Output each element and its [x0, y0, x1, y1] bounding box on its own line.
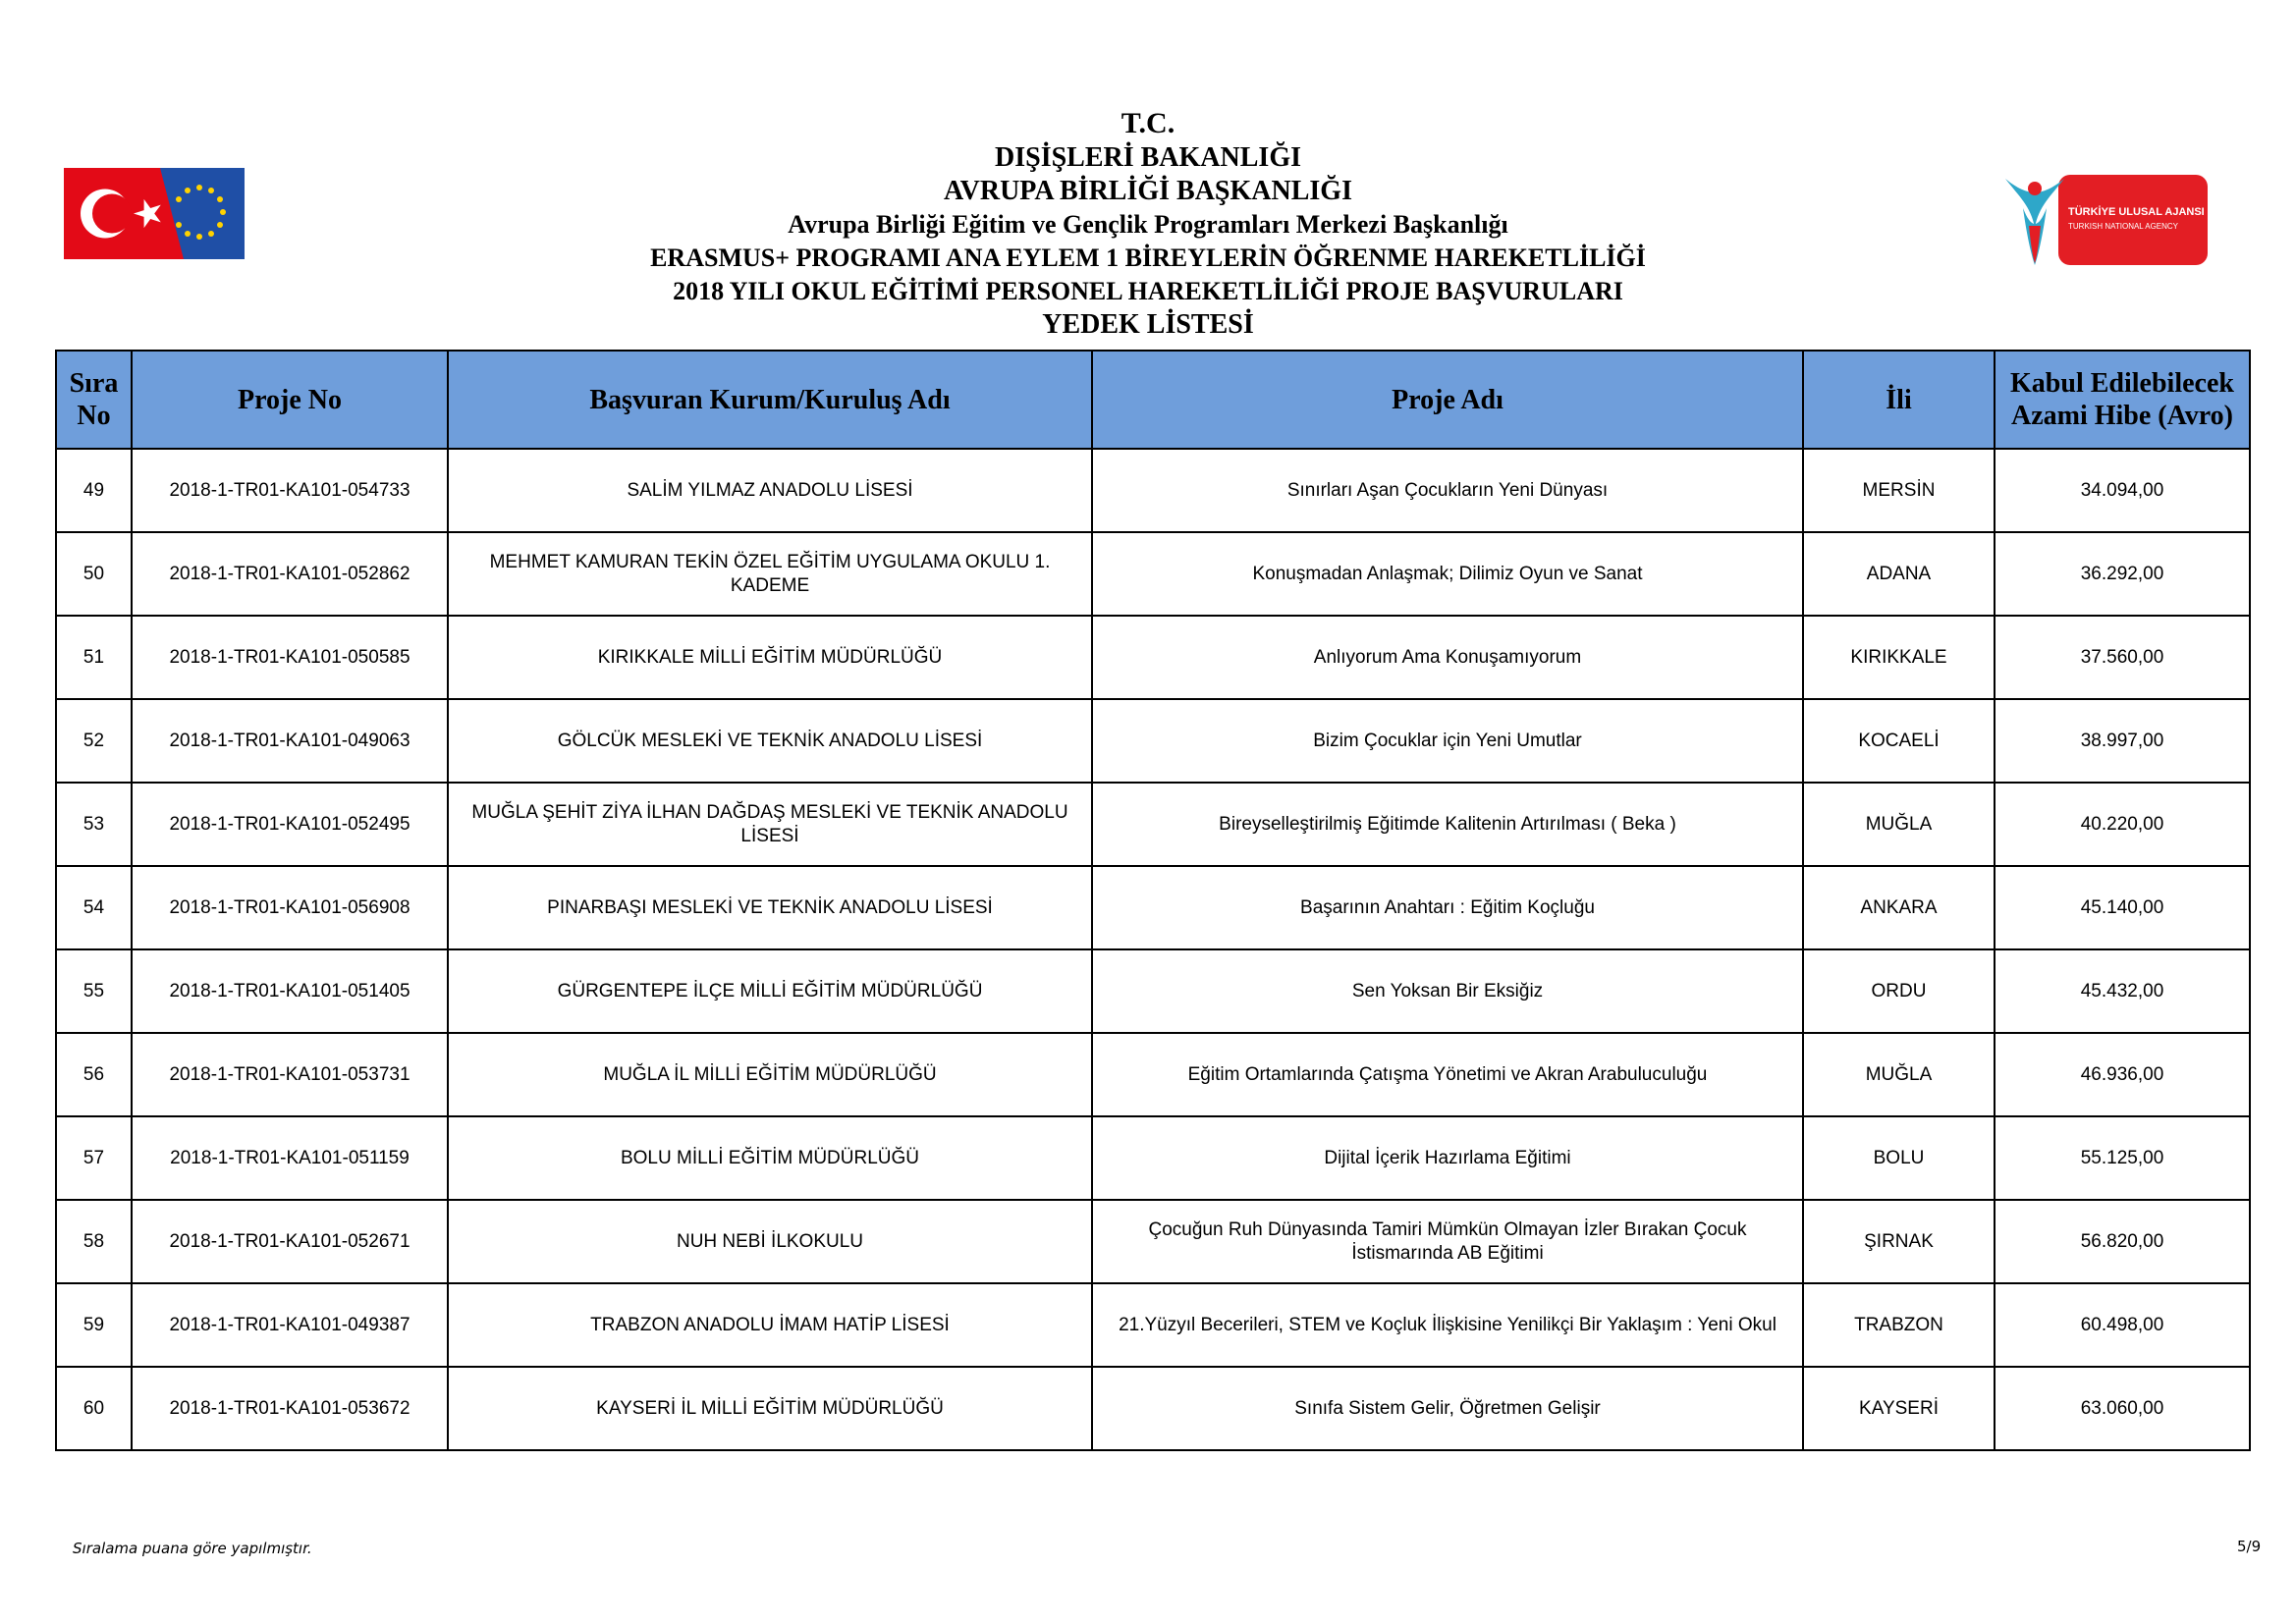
cell-kurum: MUĞLA İL MİLLİ EĞİTİM MÜDÜRLÜĞÜ	[448, 1033, 1092, 1116]
cell-hibe: 38.997,00	[1995, 699, 2250, 783]
cell-ili: KAYSERİ	[1803, 1367, 1995, 1450]
table-row	[56, 949, 2250, 1033]
cell-sira: 58	[56, 1200, 132, 1283]
cell-ili: TRABZON	[1803, 1283, 1995, 1367]
header-programme: ERASMUS+ PROGRAMI ANA EYLEM 1 BİREYLERİN ÖĞRENME HAREKETLİLİĞİ	[650, 244, 1646, 272]
tr-eu-flag-logo	[64, 168, 245, 259]
cell-proje-adi: Sınıfa Sistem Gelir, Öğretmen Gelişir	[1092, 1367, 1803, 1450]
cell-kurum: GÜRGENTEPE İLÇE MİLLİ EĞİTİM MÜDÜRLÜĞÜ	[448, 949, 1092, 1033]
table-row	[56, 616, 2250, 699]
table-row	[56, 1283, 2250, 1367]
cell-sira: 51	[56, 616, 132, 699]
header-center: Avrupa Birliği Eğitim ve Gençlik Programları Merkezi Başkanlığı	[788, 210, 1508, 239]
cell-kurum: KIRIKKALE MİLLİ EĞİTİM MÜDÜRLÜĞÜ	[448, 616, 1092, 699]
cell-proje-adi: Başarının Anahtarı : Eğitim Koçluğu	[1092, 866, 1803, 949]
cell-proje-no: 2018-1-TR01-KA101-053672	[132, 1367, 448, 1450]
header-eu-presidency: AVRUPA BİRLİĞİ BAŞKANLIĞI	[944, 176, 1352, 206]
cell-sira: 53	[56, 783, 132, 866]
cell-kurum: PINARBAŞI MESLEKİ VE TEKNİK ANADOLU LİSESİ	[448, 866, 1092, 949]
table-row	[56, 1033, 2250, 1116]
cell-ili: KIRIKKALE	[1803, 616, 1995, 699]
cell-kurum: MEHMET KAMURAN TEKİN ÖZEL EĞİTİM UYGULAMA OKULU 1. KADEME	[448, 532, 1092, 616]
cell-kurum: NUH NEBİ İLKOKULU	[448, 1200, 1092, 1283]
cell-proje-no: 2018-1-TR01-KA101-054733	[132, 449, 448, 532]
national-agency-logo	[2001, 167, 2208, 269]
cell-sira: 49	[56, 449, 132, 532]
cell-kurum: BOLU MİLLİ EĞİTİM MÜDÜRLÜĞÜ	[448, 1116, 1092, 1200]
cell-sira: 52	[56, 699, 132, 783]
cell-sira: 55	[56, 949, 132, 1033]
cell-ili: ADANA	[1803, 532, 1995, 616]
cell-proje-adi: 21.Yüzyıl Becerileri, STEM ve Koçluk İlişkisine Yenilikçi Bir Yaklaşım : Yeni Okul	[1092, 1283, 1803, 1367]
cell-proje-adi: Anlıyorum Ama Konuşamıyorum	[1092, 616, 1803, 699]
cell-hibe: 45.140,00	[1995, 866, 2250, 949]
cell-hibe: 36.292,00	[1995, 532, 2250, 616]
cell-proje-no: 2018-1-TR01-KA101-052495	[132, 783, 448, 866]
national-agency-emblem	[2001, 167, 2208, 269]
cell-proje-adi: Konuşmadan Anlaşmak; Dilimiz Oyun ve Sanat	[1092, 532, 1803, 616]
cell-ili: KOCAELİ	[1803, 699, 1995, 783]
header-list-title: YEDEK LİSTESİ	[1042, 309, 1254, 340]
header-ministry: DIŞİŞLERİ BAKANLIĞI	[995, 142, 1301, 173]
cell-sira: 50	[56, 532, 132, 616]
cell-hibe: 63.060,00	[1995, 1367, 2250, 1450]
header-tc: T.C.	[1121, 107, 1175, 139]
cell-proje-adi: Bizim Çocuklar için Yeni Umutlar	[1092, 699, 1803, 783]
table-row	[56, 1367, 2250, 1450]
reserve-list-table	[55, 350, 2251, 1451]
cell-proje-no: 2018-1-TR01-KA101-049387	[132, 1283, 448, 1367]
cell-sira: 54	[56, 866, 132, 949]
cell-hibe: 34.094,00	[1995, 449, 2250, 532]
cell-ili: BOLU	[1803, 1116, 1995, 1200]
table-row	[56, 449, 2250, 532]
cell-proje-no: 2018-1-TR01-KA101-056908	[132, 866, 448, 949]
cell-proje-no: 2018-1-TR01-KA101-051405	[132, 949, 448, 1033]
table-row	[56, 532, 2250, 616]
document-header	[0, 106, 2296, 342]
cell-hibe: 40.220,00	[1995, 783, 2250, 866]
header-call: 2018 YILI OKUL EĞİTİMİ PERSONEL HAREKETLİLİĞİ PROJE BAŞVURULARI	[673, 277, 1623, 305]
cell-ili: MUĞLA	[1803, 783, 1995, 866]
cell-proje-no: 2018-1-TR01-KA101-052862	[132, 532, 448, 616]
cell-proje-no: 2018-1-TR01-KA101-050585	[132, 616, 448, 699]
cell-hibe: 56.820,00	[1995, 1200, 2250, 1283]
cell-proje-adi: Bireyselleştirilmiş Eğitimde Kalitenin Artırılması ( Beka )	[1092, 783, 1803, 866]
cell-kurum: TRABZON ANADOLU İMAM HATİP LİSESİ	[448, 1283, 1092, 1367]
cell-proje-adi: Dijital İçerik Hazırlama Eğitimi	[1092, 1116, 1803, 1200]
cell-proje-adi: Eğitim Ortamlarında Çatışma Yönetimi ve Akran Arabuluculuğu	[1092, 1033, 1803, 1116]
page-number: 5/9	[2237, 1538, 2262, 1555]
cell-ili: ORDU	[1803, 949, 1995, 1033]
cell-hibe: 37.560,00	[1995, 616, 2250, 699]
cell-ili: MUĞLA	[1803, 1033, 1995, 1116]
table-row	[56, 866, 2250, 949]
cell-hibe: 45.432,00	[1995, 949, 2250, 1033]
cell-proje-adi: Sen Yoksan Bir Eksiğiz	[1092, 949, 1803, 1033]
table-header-row	[56, 351, 2250, 449]
cell-proje-adi: Sınırları Aşan Çocukların Yeni Dünyası	[1092, 449, 1803, 532]
cell-sira: 56	[56, 1033, 132, 1116]
table-row	[56, 1116, 2250, 1200]
col-header-kurum: Başvuran Kurum/Kuruluş Adı	[448, 351, 1092, 449]
table-row	[56, 1200, 2250, 1283]
cell-ili: ŞIRNAK	[1803, 1200, 1995, 1283]
agency-name-en: TURKISH NATIONAL AGENCY	[2068, 222, 2179, 231]
col-header-proje-no: Proje No	[132, 351, 448, 449]
cell-kurum: KAYSERİ İL MİLLİ EĞİTİM MÜDÜRLÜĞÜ	[448, 1367, 1092, 1450]
cell-proje-no: 2018-1-TR01-KA101-052671	[132, 1200, 448, 1283]
cell-ili: MERSİN	[1803, 449, 1995, 532]
table-row	[56, 783, 2250, 866]
cell-kurum: MUĞLA ŞEHİT ZİYA İLHAN DAĞDAŞ MESLEKİ VE TEKNİK ANADOLU LİSESİ	[448, 783, 1092, 866]
col-header-proje-adi: Proje Adı	[1092, 351, 1803, 449]
col-header-sira: Sıra No	[56, 351, 132, 449]
cell-proje-no: 2018-1-TR01-KA101-051159	[132, 1116, 448, 1200]
footnote: Sıralama puana göre yapılmıştır.	[73, 1540, 312, 1557]
col-header-hibe: Kabul Edilebilecek Azami Hibe (Avro)	[1995, 351, 2250, 449]
col-header-ili: İli	[1803, 351, 1995, 449]
cell-kurum: GÖLCÜK MESLEKİ VE TEKNİK ANADOLU LİSESİ	[448, 699, 1092, 783]
cell-sira: 59	[56, 1283, 132, 1367]
cell-proje-no: 2018-1-TR01-KA101-053731	[132, 1033, 448, 1116]
cell-ili: ANKARA	[1803, 866, 1995, 949]
cell-hibe: 60.498,00	[1995, 1283, 2250, 1367]
cell-proje-no: 2018-1-TR01-KA101-049063	[132, 699, 448, 783]
agency-name: TÜRKİYE ULUSAL AJANSI	[2068, 206, 2205, 218]
cell-kurum: SALİM YILMAZ ANADOLU LİSESİ	[448, 449, 1092, 532]
cell-sira: 57	[56, 1116, 132, 1200]
cell-sira: 60	[56, 1367, 132, 1450]
cell-hibe: 55.125,00	[1995, 1116, 2250, 1200]
cell-proje-adi: Çocuğun Ruh Dünyasında Tamiri Mümkün Olmayan İzler Bırakan Çocuk İstismarında AB Eğitimi	[1092, 1200, 1803, 1283]
cell-hibe: 46.936,00	[1995, 1033, 2250, 1116]
table-row	[56, 699, 2250, 783]
